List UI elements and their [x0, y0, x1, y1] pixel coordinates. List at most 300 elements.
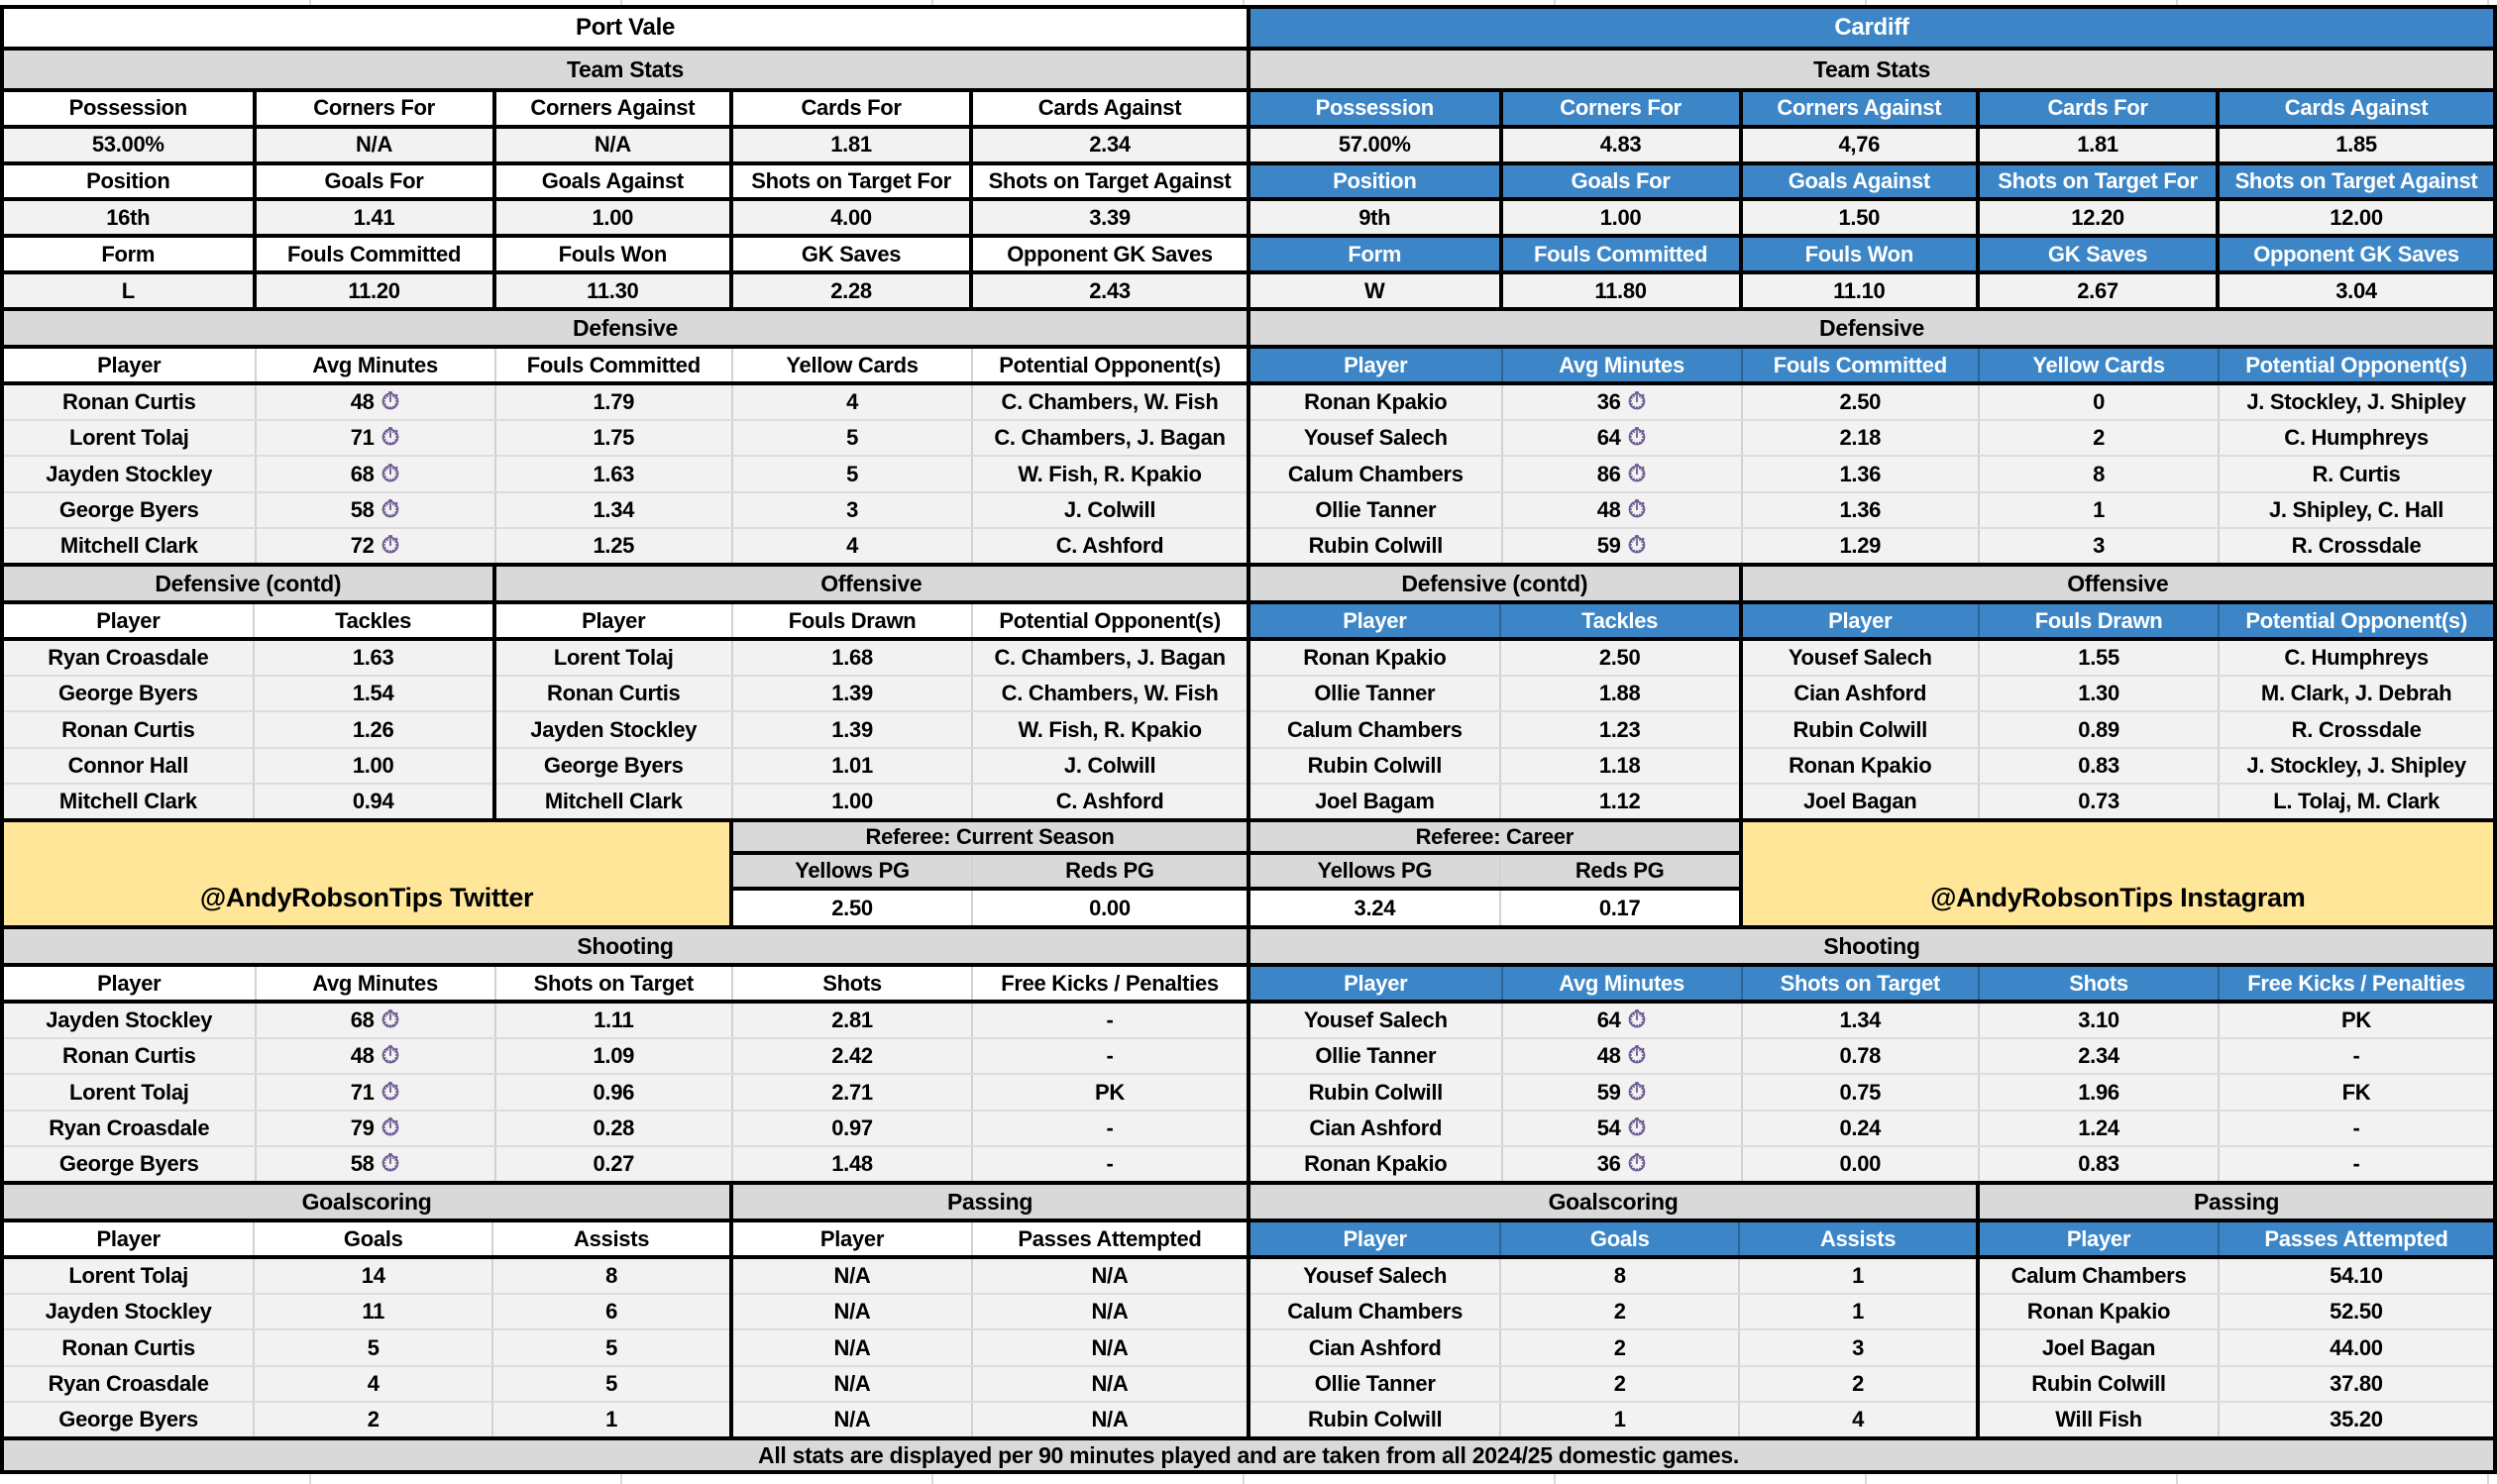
minutes-value: 54 — [1596, 1114, 1621, 1140]
reds-pg-label: Reds PG — [1574, 858, 1665, 883]
potential-opponents-cell: J. Shipley, C. Hall — [2268, 496, 2444, 522]
stopwatch-icon: ⏱ — [380, 460, 400, 487]
table-row — [733, 1295, 1247, 1330]
referee-current-title: Referee: Current Season — [733, 822, 1247, 855]
player-cell: N/A — [733, 1295, 973, 1328]
offensive-table-body — [1743, 641, 2493, 818]
table-row — [4, 529, 1247, 563]
player-cell: Ronan Kpakio — [1250, 385, 1503, 419]
cardiff-offensive — [1743, 567, 2493, 818]
potential-opponents-cell: C. Humphreys — [2284, 645, 2429, 671]
stat-value: 4.00 — [733, 201, 973, 234]
potential-opponents-cell: M. Clark, J. Debrah — [2260, 681, 2452, 706]
column-header: Player — [4, 349, 257, 381]
table-row — [1250, 1259, 1976, 1295]
column-header: Player — [1250, 604, 1501, 637]
assists-cell: 3 — [1852, 1334, 1865, 1360]
player-cell: Ollie Tanner — [1250, 1039, 1503, 1073]
avg-minutes-cell — [1503, 1147, 1743, 1181]
shots-on-target-cell: 0.96 — [496, 1075, 734, 1109]
shots-cell: 3.10 — [1980, 1004, 2220, 1037]
player-cell: Lorent Tolaj — [4, 1075, 257, 1109]
table-row — [4, 1330, 729, 1366]
goals-cell: 11 — [255, 1295, 493, 1328]
goals-cell: 2 — [255, 1403, 493, 1436]
player-cell: Yousef Salech — [1250, 1259, 1501, 1293]
reds-pg-label: Reds PG — [1065, 858, 1154, 883]
player-cell: Lorent Tolaj — [496, 641, 733, 675]
shots-cell: 0.97 — [733, 1112, 973, 1145]
fouls-committed-cell: 2.50 — [1743, 385, 1981, 419]
avg-minutes-cell — [1503, 1075, 1743, 1109]
player-cell: Ryan Croasdale — [4, 1367, 255, 1401]
fouls-committed-cell: 1.36 — [1743, 493, 1981, 527]
avg-minutes-cell — [257, 493, 496, 527]
table-row — [4, 1004, 1247, 1039]
avg-minutes-cell — [257, 1039, 496, 1073]
potential-opponents-cell: L. Tolaj, M. Clark — [2273, 788, 2440, 813]
stopwatch-icon: ⏱ — [1627, 1113, 1647, 1141]
team-stats-rows — [4, 92, 1247, 307]
assists-cell: 1 — [1852, 1299, 1865, 1325]
stat-value: 9th — [1250, 201, 1503, 234]
reds-pg-value: 0.17 — [1598, 895, 1641, 920]
table-row — [733, 1330, 1247, 1366]
stopwatch-icon: ⏱ — [1627, 531, 1647, 559]
minutes-value: 58 — [350, 1150, 375, 1176]
table-row — [1980, 1403, 2493, 1436]
yellow-cards-cell: 3 — [733, 493, 973, 527]
column-header: Goals — [1501, 1222, 1740, 1255]
table-row — [1980, 1330, 2493, 1366]
referee-career-labels — [1250, 855, 1739, 891]
shots-on-target-cell: 0.28 — [496, 1112, 734, 1145]
goalscoring-table-body — [4, 1259, 729, 1436]
column-header: Player — [1980, 1222, 2220, 1255]
passes-attempted-cell: 37.80 — [2330, 1370, 2383, 1396]
shooting-table-body — [1250, 1004, 2493, 1181]
assists-cell: 1 — [1852, 1263, 1865, 1289]
player-cell: Jayden Stockley — [4, 1004, 257, 1037]
yellow-cards-cell: 0 — [1980, 385, 2220, 419]
team-stats-rows — [1250, 92, 2493, 307]
minutes-value: 71 — [350, 425, 375, 451]
avg-minutes-cell — [257, 1112, 496, 1145]
column-header: Player — [1743, 604, 1980, 637]
table-row — [1980, 1295, 2493, 1330]
stat-value: 4,76 — [1743, 129, 1981, 161]
stat-label: Cards Against — [2284, 95, 2429, 121]
avg-minutes-cell — [1503, 493, 1743, 527]
stat-label: Fouls Won — [1743, 238, 1981, 270]
fouls-committed-cell: 1.79 — [496, 385, 734, 419]
passing-table-body — [1980, 1259, 2493, 1436]
potential-opponents-cell: C. Chambers, J. Bagan — [994, 425, 1226, 451]
section-title-defensive: Defensive — [1250, 311, 2493, 349]
fouls-drawn-cell: 0.73 — [1980, 785, 2220, 818]
minutes-value: 59 — [1596, 532, 1621, 558]
player-cell: Ryan Croasdale — [4, 1112, 257, 1145]
footer-note — [4, 1436, 2493, 1470]
stat-label: GK Saves — [733, 238, 973, 270]
player-cell: Mitchell Clark — [496, 785, 733, 818]
fouls-drawn-cell: 1.39 — [733, 712, 973, 746]
minutes-value: 48 — [1596, 1043, 1621, 1069]
player-cell: Ronan Kpakio — [1250, 641, 1501, 675]
avg-minutes-cell — [1503, 421, 1743, 455]
column-header: Shots — [1980, 967, 2220, 1000]
table-row — [496, 749, 1247, 785]
section-title-passing: Passing — [1980, 1185, 2493, 1222]
avg-minutes-cell — [1503, 1112, 1743, 1145]
port-vale-shooting — [4, 925, 1247, 1181]
contd-table-body — [4, 641, 492, 818]
avg-minutes-cell — [257, 529, 496, 563]
shots-cell: 2.71 — [733, 1075, 973, 1109]
stat-value-row — [1250, 129, 2493, 165]
stopwatch-icon: ⏱ — [380, 1042, 400, 1070]
shooting-header-row — [1250, 967, 2493, 1004]
fouls-committed-cell: 1.34 — [496, 493, 734, 527]
stopwatch-icon: ⏱ — [380, 495, 400, 523]
cardiff-goalscoring — [1250, 1185, 1980, 1436]
column-header: Yellow Cards — [733, 349, 973, 381]
defensive-header-row — [4, 349, 1247, 385]
shots-on-target-cell: 0.24 — [1743, 1112, 1981, 1145]
table-row — [1980, 1367, 2493, 1403]
stat-label: Possession — [1250, 92, 1503, 125]
column-header: Assists — [1820, 1225, 1897, 1251]
stat-value: 12.20 — [1980, 201, 2220, 234]
shots-cell: 0.83 — [1980, 1147, 2220, 1181]
table-row — [4, 1295, 729, 1330]
section-title-defensive: Defensive — [4, 311, 1247, 349]
shots-on-target-cell: 0.27 — [496, 1147, 734, 1181]
avg-minutes-cell — [1503, 457, 1743, 490]
passing-header-row — [733, 1222, 1247, 1259]
section-title-shooting: Shooting — [1250, 929, 2493, 967]
defensive-header-row — [1250, 349, 2493, 385]
free-kicks-penalties-cell: PK — [2341, 1007, 2371, 1033]
port-vale-offensive — [496, 567, 1247, 818]
referee-current-season — [733, 822, 1247, 925]
stat-label: Corners For — [1503, 92, 1743, 125]
table-row — [4, 677, 492, 712]
yellows-pg-label: Yellows PG — [733, 855, 973, 887]
tackles-cell: 1.00 — [352, 752, 394, 778]
stat-label: Goals Against — [1743, 165, 1981, 198]
potential-opponents-cell: R. Crossdale — [2291, 716, 2422, 742]
avg-minutes-cell — [257, 1004, 496, 1037]
yellow-cards-cell: 3 — [1980, 529, 2220, 563]
goals-cell: 1 — [1501, 1403, 1740, 1436]
player-cell: George Byers — [4, 1403, 255, 1436]
passes-attempted-cell: N/A — [1091, 1370, 1129, 1396]
goalscoring-header-row — [1250, 1222, 1976, 1259]
fouls-drawn-cell: 1.39 — [733, 677, 973, 710]
player-cell: Jayden Stockley — [4, 457, 257, 490]
stat-value: 53.00% — [4, 129, 257, 161]
stat-value: 1.81 — [1980, 129, 2220, 161]
table-row — [1250, 457, 2493, 492]
stat-label: Opponent GK Saves — [2253, 241, 2459, 266]
column-header: Avg Minutes — [257, 349, 496, 381]
column-header: Potential Opponent(s) — [2245, 352, 2467, 377]
section-title-goalscoring: Goalscoring — [1250, 1185, 1976, 1222]
player-cell: Calum Chambers — [1980, 1259, 2220, 1293]
table-row — [733, 1367, 1247, 1403]
fouls-drawn-cell: 1.68 — [733, 641, 973, 675]
column-header: Tackles — [1581, 607, 1659, 633]
free-kicks-penalties-cell: FK — [2341, 1079, 2371, 1105]
table-row — [1250, 1330, 1976, 1366]
table-row — [1250, 493, 2493, 529]
player-cell: Rubin Colwill — [1250, 1403, 1501, 1436]
table-row — [1743, 785, 2493, 818]
column-header: Fouls Drawn — [733, 604, 973, 637]
stat-value: 1.50 — [1743, 201, 1981, 234]
avg-minutes-cell — [257, 1075, 496, 1109]
minutes-value: 36 — [1596, 1150, 1621, 1176]
player-cell: Rubin Colwill — [1250, 749, 1501, 783]
yellow-cards-cell: 2 — [1980, 421, 2220, 455]
minutes-value: 79 — [350, 1114, 375, 1140]
shots-cell: 1.96 — [1980, 1075, 2220, 1109]
table-row — [4, 1259, 729, 1295]
shots-on-target-cell: 1.09 — [496, 1039, 734, 1073]
table-row — [1250, 749, 1739, 785]
stopwatch-icon: ⏱ — [380, 424, 400, 452]
avg-minutes-cell — [257, 385, 496, 419]
table-row — [4, 1112, 1247, 1147]
reds-pg-value: 0.00 — [1089, 895, 1131, 920]
free-kicks-penalties-cell: - — [1106, 1150, 1114, 1176]
avg-minutes-cell — [1503, 1039, 1743, 1073]
table-row — [4, 712, 492, 748]
goalscoring-table-body — [1250, 1259, 1976, 1436]
column-header: Player — [1250, 967, 1503, 1000]
port-vale-defensive — [4, 307, 1247, 563]
stat-label: GK Saves — [1980, 238, 2220, 270]
player-cell: Lorent Tolaj — [4, 421, 257, 455]
column-header: Shots on Target — [496, 967, 734, 1000]
minutes-value: 64 — [1596, 425, 1621, 451]
stopwatch-icon: ⏱ — [1627, 1149, 1647, 1177]
minutes-value: 58 — [350, 496, 375, 522]
stopwatch-icon: ⏱ — [1627, 460, 1647, 487]
defensive-table-body — [4, 385, 1247, 563]
player-cell: Ronan Curtis — [4, 385, 257, 419]
table-row — [1250, 1367, 1976, 1403]
team-title: Cardiff — [1834, 14, 1909, 41]
fouls-drawn-cell: 1.00 — [733, 785, 973, 818]
minutes-value: 48 — [350, 1043, 375, 1069]
stat-label-row — [4, 92, 1247, 129]
stat-value: 11.20 — [257, 274, 496, 307]
tackles-cell: 1.88 — [1598, 681, 1641, 706]
player-cell: Mitchell Clark — [4, 529, 257, 563]
minutes-value: 68 — [350, 1007, 375, 1033]
column-header: Potential Opponent(s) — [999, 352, 1221, 377]
column-header: Passes Attempted — [1018, 1225, 1202, 1251]
player-cell: Calum Chambers — [1250, 457, 1503, 490]
minutes-value: 68 — [350, 461, 375, 486]
stopwatch-icon: ⏱ — [380, 1149, 400, 1177]
column-header: Shots — [733, 967, 973, 1000]
tackles-cell: 1.23 — [1598, 716, 1641, 742]
goals-cell: 14 — [255, 1259, 493, 1293]
shooting-table-body — [4, 1004, 1247, 1181]
shots-cell: 1.48 — [733, 1147, 973, 1181]
column-header: Avg Minutes — [1503, 967, 1743, 1000]
cardiff-defensive-contd — [1250, 567, 1743, 818]
minutes-value: 86 — [1596, 461, 1621, 486]
yellow-cards-cell: 4 — [733, 529, 973, 563]
potential-opponents-cell: R. Crossdale — [2291, 532, 2422, 558]
stat-label: Goals Against — [496, 165, 734, 198]
shots-cell: 1.24 — [1980, 1112, 2220, 1145]
goals-cell: 5 — [255, 1330, 493, 1364]
cardiff-shooting — [1250, 925, 2493, 1181]
fouls-drawn-cell: 0.83 — [1980, 749, 2220, 783]
team-name-cardiff — [1250, 9, 2493, 47]
player-cell: Ronan Kpakio — [1980, 1295, 2220, 1328]
stat-label-row — [1250, 165, 2493, 202]
shots-cell: 2.42 — [733, 1039, 973, 1073]
offensive-header-row — [496, 604, 1247, 641]
column-header: Fouls Drawn — [1980, 604, 2220, 637]
table-row — [1743, 712, 2493, 748]
stopwatch-icon: ⏱ — [380, 531, 400, 559]
table-row — [1250, 712, 1739, 748]
passes-attempted-cell: N/A — [1091, 1263, 1129, 1289]
stat-value: N/A — [257, 129, 496, 161]
player-cell: N/A — [733, 1330, 973, 1364]
sheet-gap-bottom — [0, 1474, 2497, 1484]
defensive-table-body — [1250, 385, 2493, 563]
player-cell: Yousef Salech — [1250, 1004, 1503, 1037]
player-cell: N/A — [733, 1367, 973, 1401]
player-cell: Calum Chambers — [1250, 712, 1501, 746]
section-title-offensive: Offensive — [1743, 567, 2493, 604]
potential-opponents-cell: J. Colwill — [1063, 496, 1156, 522]
instagram-handle-box — [1743, 822, 2493, 925]
stat-label: Fouls Committed — [1503, 238, 1743, 270]
table-row — [496, 785, 1247, 818]
fouls-committed-cell: 2.18 — [1743, 421, 1981, 455]
fouls-drawn-cell: 0.89 — [1980, 712, 2220, 746]
stat-value: 16th — [4, 201, 257, 234]
stat-value: 11.80 — [1503, 274, 1743, 307]
port-vale-contd-offensive — [4, 563, 1247, 818]
assists-cell: 5 — [605, 1370, 618, 1396]
yellow-cards-cell: 4 — [733, 385, 973, 419]
passes-attempted-cell: 44.00 — [2330, 1334, 2383, 1360]
stat-label: Fouls Committed — [257, 238, 496, 270]
fouls-committed-cell: 1.29 — [1743, 529, 1981, 563]
contd-header-row — [4, 604, 492, 641]
stat-label: Fouls Won — [496, 238, 734, 270]
table-row — [1250, 1403, 1976, 1436]
table-row — [496, 641, 1247, 677]
cardiff-defensive — [1250, 307, 2493, 563]
stopwatch-icon: ⏱ — [380, 1078, 400, 1106]
column-header: Player — [733, 1222, 973, 1255]
fouls-committed-cell: 1.36 — [1743, 457, 1981, 490]
port-vale-panel — [4, 9, 1248, 1436]
potential-opponents-cell: J. Stockley, J. Shipley — [2246, 752, 2466, 778]
stat-label: Position — [4, 165, 257, 198]
stat-label: Cards For — [733, 92, 973, 125]
stat-label: Possession — [4, 92, 257, 125]
stat-label: Goals For — [257, 165, 496, 198]
passes-attempted-cell: N/A — [1091, 1299, 1129, 1325]
fouls-committed-cell: 1.25 — [496, 529, 734, 563]
cardiff-panel — [1248, 9, 2493, 1436]
player-cell: Rubin Colwill — [1743, 712, 1980, 746]
table-row — [1250, 677, 1739, 712]
cardiff-goalscoring-passing — [1250, 1181, 2493, 1436]
player-cell: Ronan Kpakio — [1250, 1147, 1503, 1181]
stat-value: 2.28 — [733, 274, 973, 307]
column-header: Player — [4, 967, 257, 1000]
potential-opponents-cell: J. Colwill — [1063, 752, 1156, 778]
avg-minutes-cell — [1503, 385, 1743, 419]
player-cell: Will Fish — [1980, 1403, 2220, 1436]
potential-opponents-cell: C. Ashford — [1055, 532, 1164, 558]
player-cell: George Byers — [4, 677, 255, 710]
potential-opponents-cell: C. Ashford — [1055, 788, 1164, 813]
stopwatch-icon: ⏱ — [1627, 1078, 1647, 1106]
player-cell: Cian Ashford — [1250, 1112, 1503, 1145]
tackles-cell: 1.12 — [1598, 788, 1641, 813]
passing-header-row — [1980, 1222, 2493, 1259]
avg-minutes-cell — [1503, 1004, 1743, 1037]
stat-value: W — [1250, 274, 1503, 307]
passes-attempted-cell: 54.10 — [2330, 1263, 2383, 1289]
teams-comparison — [4, 9, 2493, 1436]
column-header: Potential Opponent(s) — [999, 607, 1221, 633]
avg-minutes-cell — [1503, 529, 1743, 563]
player-cell: Calum Chambers — [1250, 1295, 1501, 1328]
shots-on-target-cell: 0.78 — [1743, 1039, 1981, 1073]
passes-attempted-cell: 52.50 — [2330, 1299, 2383, 1325]
table-row — [1250, 1147, 2493, 1181]
tackles-cell: 0.94 — [352, 788, 394, 813]
stopwatch-icon: ⏱ — [1627, 388, 1647, 416]
assists-cell: 4 — [1852, 1406, 1865, 1431]
stat-label: Cards Against — [1037, 95, 1182, 121]
stat-value: N/A — [496, 129, 734, 161]
table-row — [1250, 1039, 2493, 1075]
footer-text: All stats are displayed per 90 minutes played and are taken from all 2024/25 domestic games. — [758, 1441, 1739, 1468]
stat-value: 1.81 — [733, 129, 973, 161]
stat-value: 11.30 — [496, 274, 734, 307]
offensive-header-row — [1743, 604, 2493, 641]
section-title-team-stats: Team Stats — [4, 51, 1247, 92]
cardiff-passing — [1980, 1185, 2493, 1436]
player-cell: Joel Bagan — [1743, 785, 1980, 818]
contd-table-body — [1250, 641, 1739, 818]
section-title-defensive-contd: Defensive (contd) — [4, 567, 492, 604]
player-cell: Connor Hall — [4, 749, 255, 783]
assists-cell: 5 — [605, 1334, 618, 1360]
goals-cell: 4 — [255, 1367, 493, 1401]
table-row — [733, 1259, 1247, 1295]
player-cell: Rubin Colwill — [1250, 529, 1503, 563]
stopwatch-icon: ⏱ — [1627, 1042, 1647, 1070]
column-header: Fouls Committed — [496, 349, 734, 381]
